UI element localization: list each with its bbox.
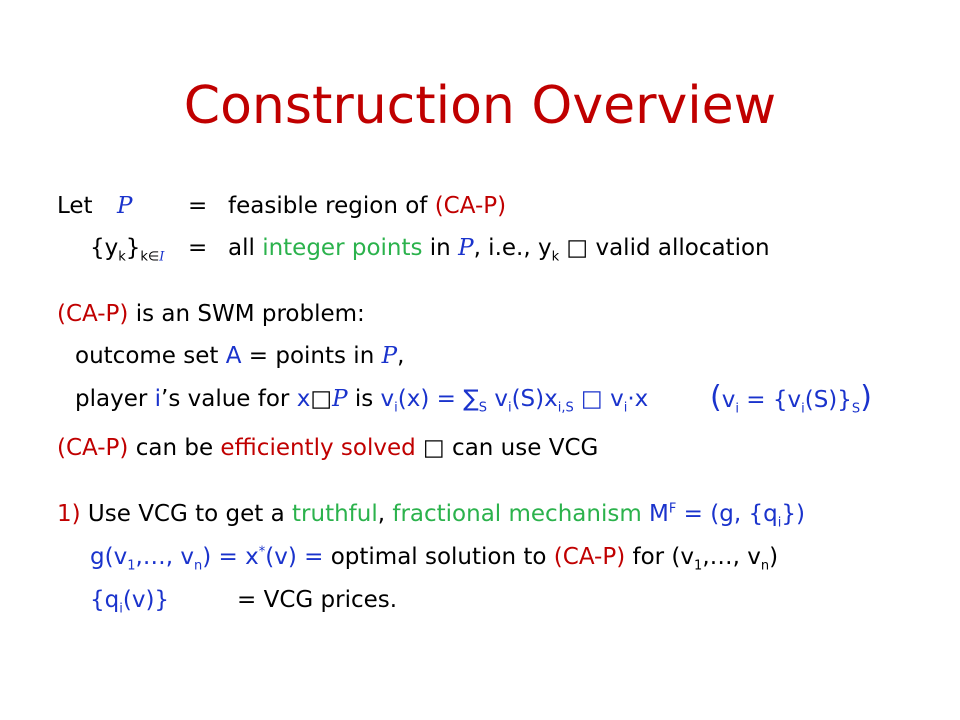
equals-sign: = [188, 235, 208, 261]
p-symbol: P [117, 193, 133, 219]
equals-sign: = [188, 193, 208, 219]
definition-text: all integer points in P, i.e., $y_k$ □ valid allocation [228, 235, 770, 265]
let-label: Let [57, 193, 93, 219]
slide-title: Construction Overview [183, 76, 777, 136]
y-set: $\{y_k\}_{k\in I}$ [90, 235, 165, 265]
definition-text: feasible region of (CA-P) [228, 193, 507, 219]
